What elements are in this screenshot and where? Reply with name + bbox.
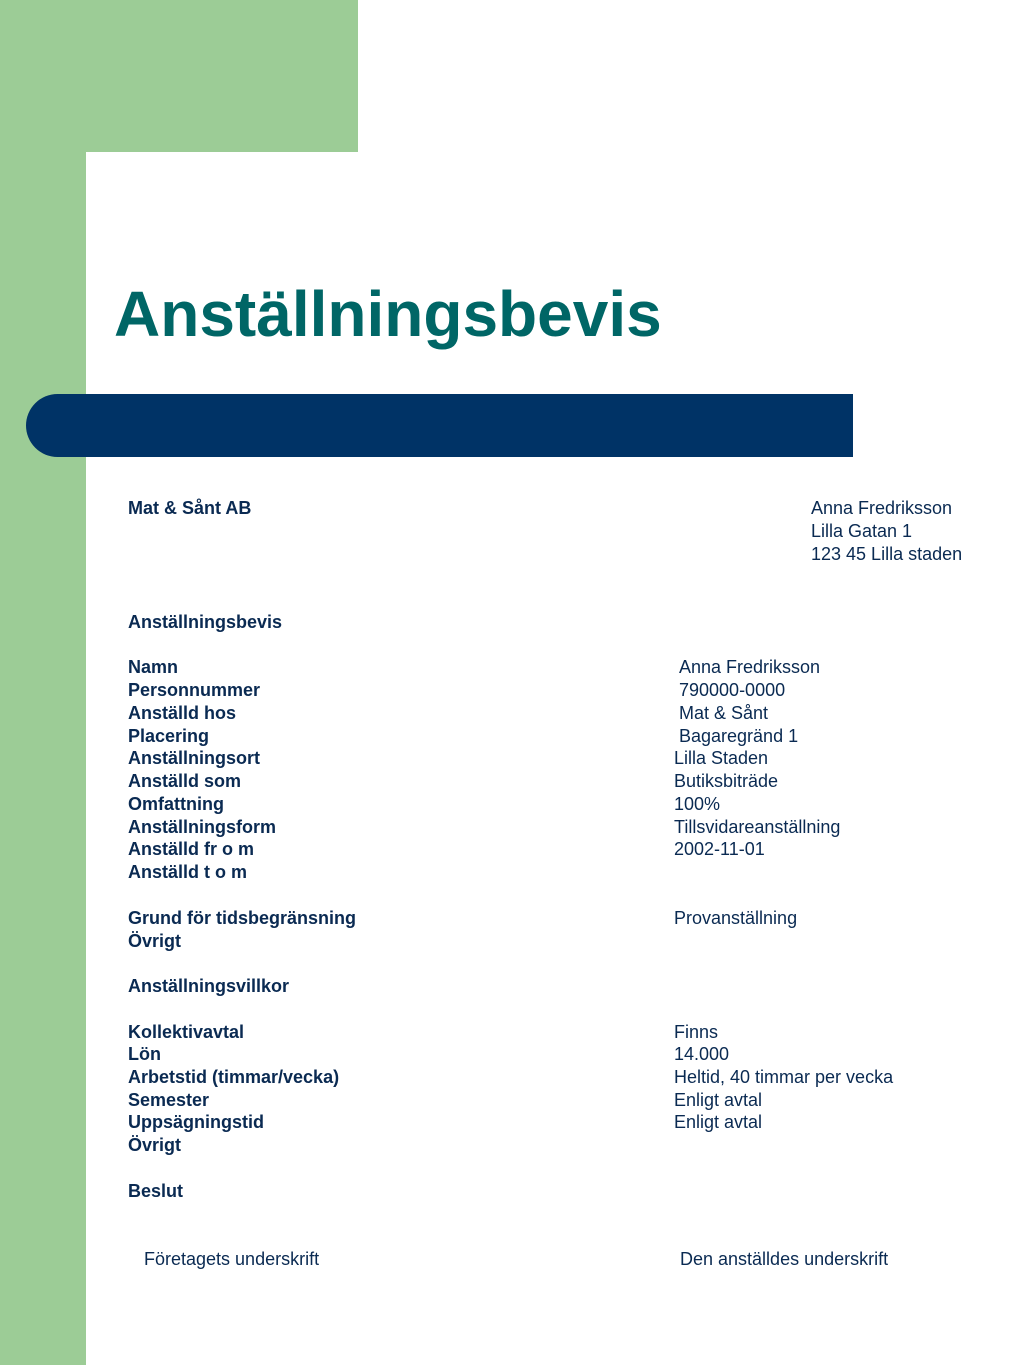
- field-label: Omfattning: [128, 794, 224, 814]
- field-value: Lilla Staden: [674, 748, 769, 768]
- field-label: Personnummer: [128, 680, 261, 700]
- field-label: Anställd som: [128, 771, 242, 791]
- green-sidebar-band: [0, 0, 86, 1365]
- green-top-block: [0, 0, 358, 152]
- field-value: Heltid, 40 timmar per vecka: [674, 1067, 894, 1087]
- field-label: Övrigt: [128, 931, 182, 951]
- company-name: Mat & Sånt AB: [128, 498, 252, 518]
- decision-heading: Beslut: [128, 1181, 184, 1201]
- page-title: Anställningsbevis: [114, 278, 662, 350]
- field-label: Semester: [128, 1090, 210, 1110]
- field-label: Anställd hos: [128, 703, 237, 723]
- field-label: Övrigt: [128, 1135, 182, 1155]
- company-signature-label: Företagets underskrift: [144, 1249, 320, 1269]
- field-value: Mat & Sånt: [679, 703, 769, 723]
- field-label: Anställningsform: [128, 817, 277, 837]
- field-value: Finns: [674, 1022, 719, 1042]
- document-heading: Anställningsbevis: [128, 612, 283, 632]
- field-label: Arbetstid (timmar/vecka): [128, 1067, 340, 1087]
- field-label: Anställd t o m: [128, 862, 248, 882]
- recipient-address: [811, 497, 962, 566]
- field-label: Kollektivavtal: [128, 1022, 245, 1042]
- field-label: Anställningsort: [128, 748, 261, 768]
- conditions-heading: Anställningsvillkor: [128, 976, 290, 996]
- title-underline-bar: [26, 394, 853, 457]
- field-label: Grund för tidsbegränsning: [128, 908, 356, 928]
- field-value: 14.000: [674, 1044, 730, 1064]
- field-value: Butiksbiträde: [674, 771, 779, 791]
- field-value: Provanställning: [674, 908, 798, 928]
- recipient-name: Anna Fredriksson: [811, 498, 953, 518]
- recipient-street: Lilla Gatan 1: [811, 521, 913, 541]
- rounded-corner: [86, 152, 358, 292]
- field-value: 2002-11-01: [674, 839, 765, 859]
- field-value: Enligt avtal: [674, 1112, 763, 1132]
- field-value: 100%: [674, 794, 721, 814]
- field-value: Anna Fredriksson: [679, 657, 821, 677]
- field-value: 790000-0000: [679, 680, 786, 700]
- field-label: Namn: [128, 657, 179, 677]
- field-value: Enligt avtal: [674, 1090, 763, 1110]
- field-label: Uppsägningstid: [128, 1112, 264, 1132]
- field-label: Anställd fr o m: [128, 839, 255, 859]
- field-label: Lön: [128, 1044, 161, 1064]
- field-value: Bagaregränd 1: [679, 726, 799, 746]
- recipient-city: 123 45 Lilla staden: [811, 544, 963, 564]
- employee-signature-label: Den anställdes underskrift: [680, 1249, 889, 1269]
- field-value: Tillsvidareanställning: [674, 817, 841, 837]
- field-label: Placering: [128, 726, 210, 746]
